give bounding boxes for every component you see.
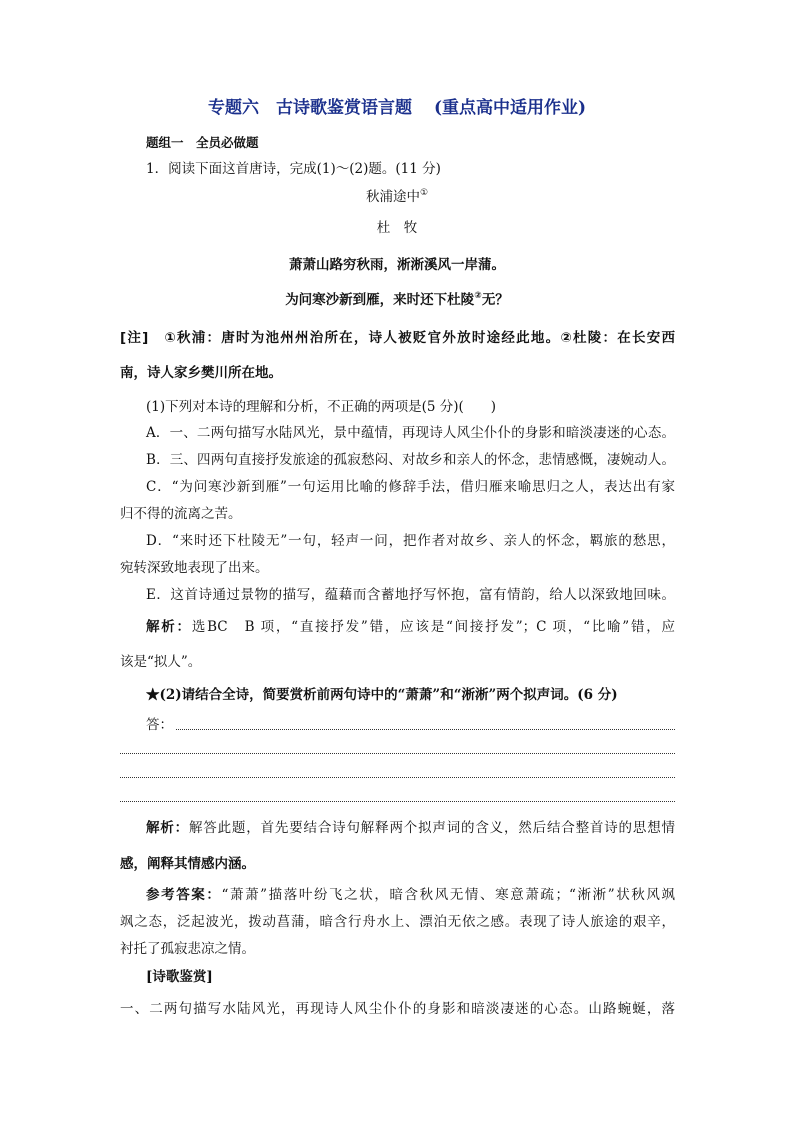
footnote-marker-2: ② [474,291,482,301]
option-d-line-1: D．“来时还下杜陵无”一句，轻声一问，把作者对故乡、亲人的怀念，羁旅的愁思， [146,533,675,549]
option-d-line-2: 宛转深致地表现了出来。 [120,560,269,576]
question-1-stem: 1．阅读下面这首唐诗，完成(1)～(2)题。(11 分) [146,161,441,177]
sub2-analysis-line-1: 解析：解答此题，首先要结合诗句解释两个拟声词的含义，然后结合整首诗的思想情 [146,820,676,836]
analysis-label-2: 解析： [146,820,189,836]
reference-answer-line-1: 参考答案：“萧萧”描落叶纷飞之状，暗含秋风无情、寒意萧疏；“淅淅”状秋风飒 [146,887,675,903]
footnote-marker-1: ① [419,188,429,198]
sub2-analysis-line-2: 感，阐释其情感内涵。 [120,856,255,872]
title-sub: (重点高中适用作业) [433,98,587,118]
reference-answer-line-2: 飒之态，泛起波光，拨动菖蒲，暗含行舟水上、漂泊无依之感。表现了诗人旅途的艰辛， [120,914,675,930]
answer-line-1[interactable] [176,729,675,730]
analysis-label: 解析： [146,619,192,635]
sub1-analysis-line-2: 该是“拟人”。 [120,654,202,670]
sub-question-2-stem: ★(2)请结合全诗，简要赏析前两句诗中的“萧萧”和“淅淅”两个拟声词。(6 分) [146,687,618,703]
poem-line-1: 萧萧山路穷秋雨，淅淅溪风一岸蒲。 [289,257,505,273]
note-line-2: 南，诗人家乡樊川所在地。 [120,365,282,381]
poem-line-2: 为问寒沙新到雁，来时还下杜陵②无？ [285,291,509,308]
answer-line-2[interactable] [120,753,675,754]
reference-answer-line-3: 衬托了孤寂悲凉之情。 [120,941,255,957]
option-a: A．一、二两句描写水陆风光，景中蕴情，再现诗人风尘仆仆的身影和暗淡凄迷的心态。 [146,425,675,441]
option-c-line-2: 归不得的流离之苦。 [120,506,242,522]
group-label: 题组一 全员必做题 [146,135,259,150]
option-c-line-1: C．“为问寒沙新到雁”一句运用比喻的修辞手法，借归雁来喻思归之人，表达出有家 [146,479,675,495]
reference-answer-label: 参考答案： [146,887,222,903]
option-e: E．这首诗通过景物的描写，蕴藉而含蓄地抒写怀抱，富有情韵，给人以深致地回味。 [146,587,675,603]
title-main: 专题六 古诗歌鉴赏语言题 [207,98,412,118]
sub-question-1-stem: (1)下列对本诗的理解和分析，不正确的两项是(5 分)( ) [146,399,497,415]
answer-line-4[interactable] [120,801,675,802]
option-b: B．三、四两句直接抒发旅途的孤寂愁闷、对故乡和亲人的怀念，悲情感慨，凄婉动人。 [146,452,675,468]
page-title [0,97,794,119]
sub1-analysis-line-1: 解析：选BC B 项，“直接抒发”错，应该是“间接抒发”；C 项，“比喻”错，应 [146,619,676,635]
answer-line-3[interactable] [120,777,675,778]
appreciation-label: [诗歌鉴赏] [146,969,213,985]
answer-label: 答： [146,717,173,733]
appreciation-line-1: 一、二两句描写水陆风光，再现诗人风尘仆仆的身影和暗淡凄迷的心态。山路蜿蜒，落 [120,1001,675,1017]
note-line-1: [注] ①秋浦：唐时为池州州治所在，诗人被贬官外放时途经此地。②杜陵：在长安西 [120,330,675,346]
poem-author: 杜 牧 [376,220,418,236]
poem-title: 秋浦途中① [365,188,429,205]
